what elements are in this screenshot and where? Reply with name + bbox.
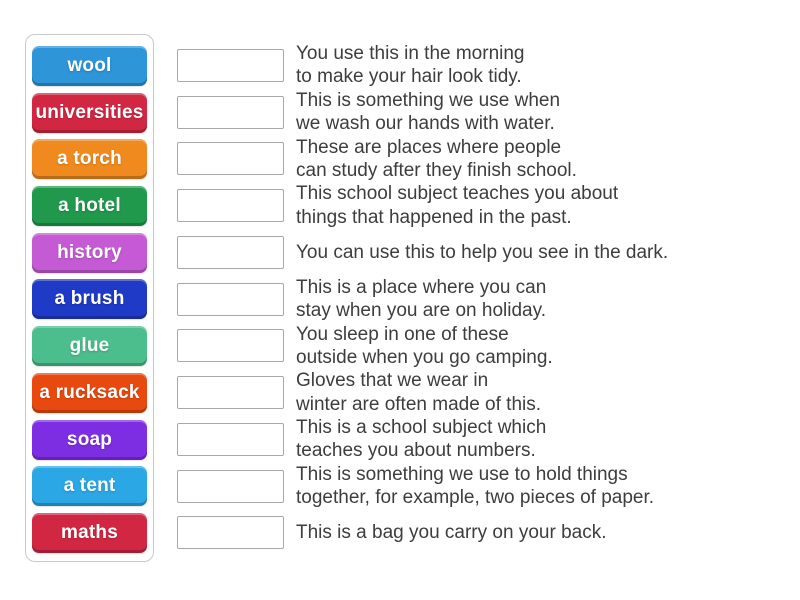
clue-line: together, for example, two pieces of paper.	[296, 487, 655, 509]
clue-line: You can use this to help you see in the dark.	[296, 241, 669, 263]
clue-line: teaches you about numbers.	[296, 440, 536, 462]
answer-slot-11[interactable]	[177, 516, 284, 549]
word-tile-a-torch[interactable]: a torch	[32, 139, 147, 179]
clue-text-8	[296, 369, 541, 416]
word-tile-glue[interactable]: glue	[32, 326, 147, 366]
clue-text-4	[296, 182, 618, 229]
match-rows	[177, 42, 668, 556]
clue-line: we wash our hands with water.	[296, 113, 555, 135]
clue-line: things that happened in the past.	[296, 206, 572, 228]
answer-slot-2[interactable]	[177, 96, 284, 129]
clue-text-11	[296, 521, 606, 544]
word-tile-a-rucksack[interactable]: a rucksack	[32, 373, 147, 413]
match-row-4	[177, 182, 668, 229]
clue-text-10	[296, 463, 654, 510]
clue-text-6	[296, 276, 546, 323]
match-row-6	[177, 276, 668, 323]
match-row-9	[177, 416, 668, 463]
clue-line: This is a place where you can	[296, 276, 547, 298]
answer-slot-9[interactable]	[177, 423, 284, 456]
answer-slot-6[interactable]	[177, 283, 284, 316]
clue-line: This is a school subject which	[296, 417, 547, 439]
clue-text-3	[296, 136, 577, 183]
clue-text-2	[296, 89, 560, 136]
answer-slot-10[interactable]	[177, 470, 284, 503]
answer-slot-4[interactable]	[177, 189, 284, 222]
match-row-11	[177, 510, 668, 557]
clue-text-9	[296, 416, 546, 463]
match-row-5	[177, 229, 668, 276]
clue-line: to make your hair look tidy.	[296, 66, 522, 88]
match-row-2	[177, 89, 668, 136]
answer-slot-8[interactable]	[177, 376, 284, 409]
clue-text-7	[296, 323, 553, 370]
clue-line: This school subject teaches you about	[296, 183, 619, 205]
word-tile-a-hotel[interactable]: a hotel	[32, 186, 147, 226]
word-tile-wool[interactable]: wool	[32, 46, 147, 86]
match-row-3	[177, 136, 668, 183]
answer-slot-5[interactable]	[177, 236, 284, 269]
clue-line: stay when you are on holiday.	[296, 300, 546, 322]
clue-line: This is something we use when	[296, 89, 561, 111]
clue-text-1	[296, 42, 525, 89]
clue-line: winter are often made of this.	[296, 393, 542, 415]
match-row-8	[177, 369, 668, 416]
word-bank-panel	[25, 34, 154, 562]
answer-slot-3[interactable]	[177, 142, 284, 175]
word-tile-a-brush[interactable]: a brush	[32, 279, 147, 319]
word-tile-soap[interactable]: soap	[32, 420, 147, 460]
answer-slot-7[interactable]	[177, 329, 284, 362]
word-tile-maths[interactable]: maths	[32, 513, 147, 553]
match-row-10	[177, 463, 668, 510]
clue-line: can study after they finish school.	[296, 159, 577, 181]
clue-line: You use this in the morning	[296, 43, 525, 65]
clue-text-5	[296, 241, 668, 264]
clue-line: This is a bag you carry on your back.	[296, 522, 607, 544]
clue-line: These are places where people	[296, 136, 562, 158]
clue-line: Gloves that we wear in	[296, 370, 489, 392]
clue-line: outside when you go camping.	[296, 346, 553, 368]
match-row-1	[177, 42, 668, 89]
answer-slot-1[interactable]	[177, 49, 284, 82]
word-tile-a-tent[interactable]: a tent	[32, 466, 147, 506]
word-tile-history[interactable]: history	[32, 233, 147, 273]
clue-line: You sleep in one of these	[296, 323, 509, 345]
match-row-7	[177, 323, 668, 370]
clue-line: This is something we use to hold things	[296, 463, 628, 485]
word-tile-universities[interactable]: universities	[32, 93, 147, 133]
